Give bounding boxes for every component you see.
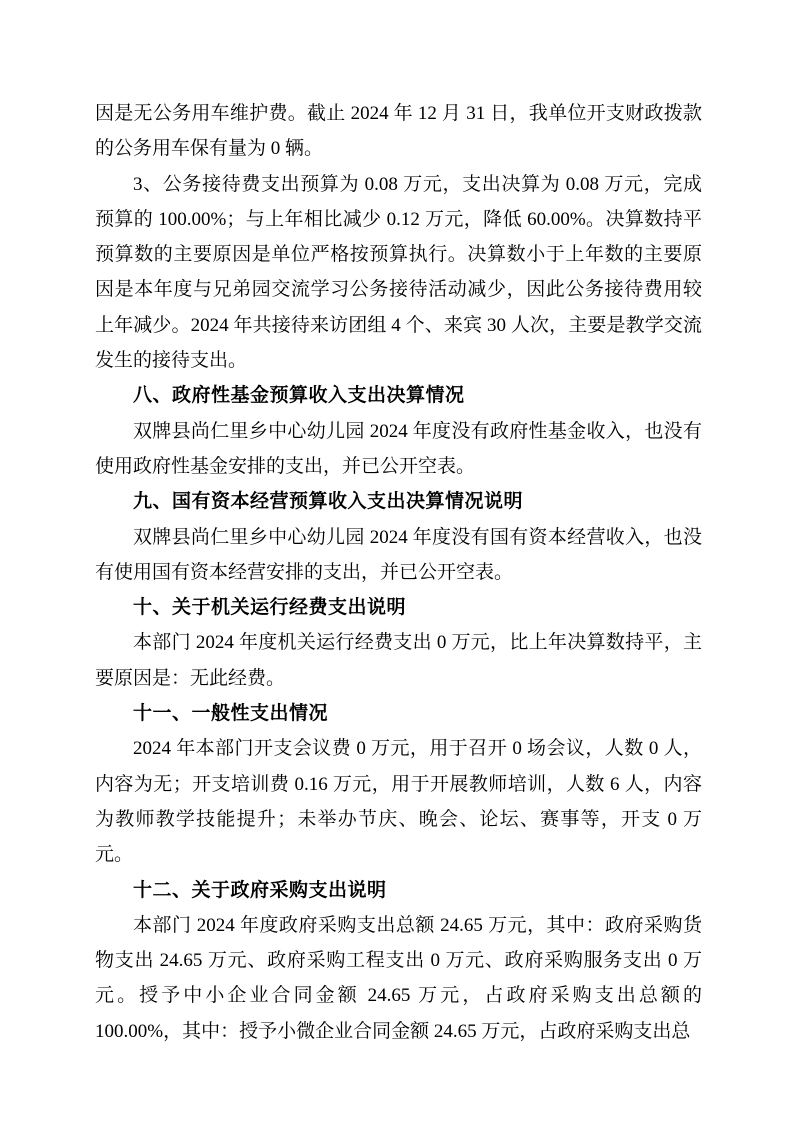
section-heading: 十、关于机关运行经费支出说明 (133, 597, 407, 619)
body-paragraph: 3、公务接待费支出预算为 0.08 万元，支出决算为 0.08 万元，完成预算的 100.00%；与上年相比减少 0.12 万元，降低 60.00%。决算数持平预算数的主要原因是单位严格按预算执行。决算数小于上年数的主要原因是本年度与兄弟园交流学习公务接待活动减少，因此公务接待费用较上年减少。2024 年共接待来访团组 4 个、来宾 30 人次，主要是教学交流发生的接待支出。 (95, 173, 702, 372)
body-paragraph: 本部门 2024 年度机关运行经费支出 0 万元，比上年决算数持平，主要原因是：无此经费。 (95, 632, 702, 689)
body-paragraph: 双牌县尚仁里乡中心幼儿园 2024 年度没有政府性基金收入，也没有使用政府性基金安排的支出，并已公开空表。 (95, 420, 702, 477)
section-heading: 九、国有资本经营预算收入支出决算情况说明 (133, 491, 524, 513)
section-heading: 十二、关于政府采购支出说明 (133, 879, 387, 901)
paragraph-continuation: 因是无公务用车维护费。截止 2024 年 12 月 31 日，我单位开支财政拨款的公务用车保有量为 0 辆。 (95, 103, 702, 160)
section-heading: 八、政府性基金预算收入支出决算情况 (133, 385, 465, 407)
body-paragraph: 双牌县尚仁里乡中心幼儿园 2024 年度没有国有资本经营收入，也没有使用国有资本经营安排的支出，并已公开空表。 (95, 526, 702, 583)
document-content (95, 96, 702, 1049)
body-paragraph: 本部门 2024 年度政府采购支出总额 24.65 万元，其中：政府采购货物支出 24.65 万元、政府采购工程支出 0 万元、政府采购服务支出 0 万元。授予中小企业合同金额 24.65 万元，占政府采购支出总额的 100.00%，其中：授予小微企业合同金额 24.65 万元，占政府采购支出总 (95, 914, 702, 1042)
body-paragraph: 2024 年本部门开支会议费 0 万元，用于召开 0 场会议，人数 0 人，内容为无；开支培训费 0.16 万元，用于开展教师培训，人数 6 人，内容为教师教学技能提升；未举办节庆、晚会、论坛、赛事等，开支 0 万元。 (95, 738, 702, 866)
section-heading: 十一、一般性支出情况 (133, 703, 329, 725)
